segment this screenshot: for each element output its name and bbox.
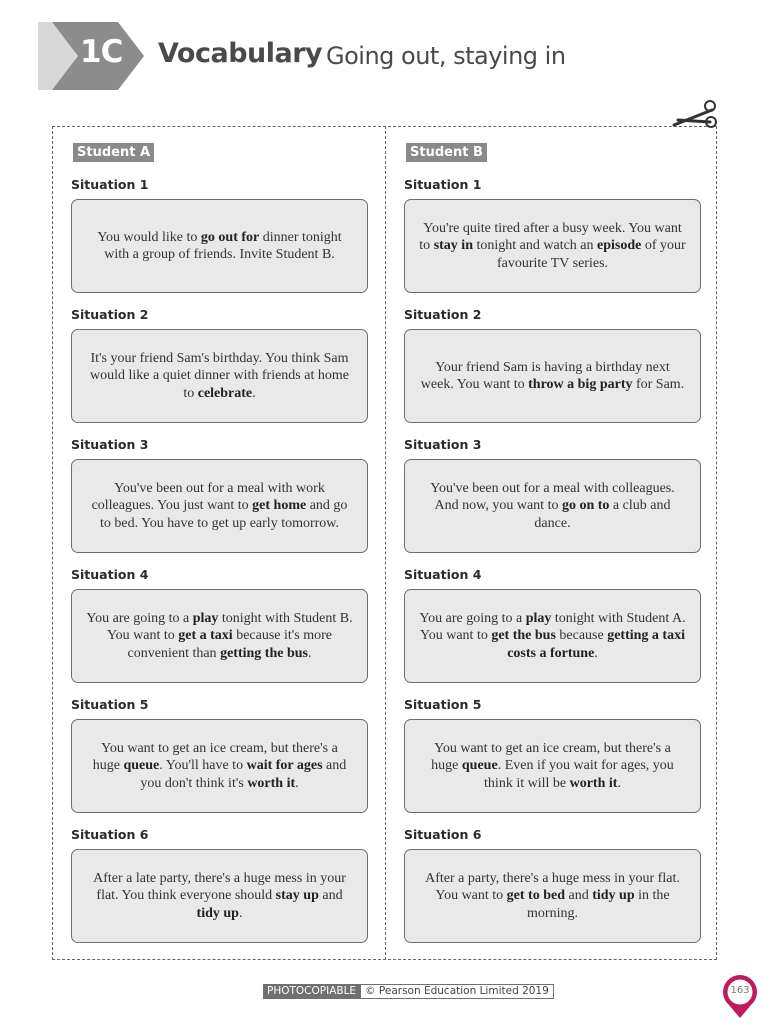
card-text xyxy=(419,610,686,662)
key-phrase: get to bed xyxy=(506,888,565,904)
student-a-label: Student A xyxy=(73,143,154,162)
key-phrase: get a taxi xyxy=(178,628,233,644)
card-text-run: dinner tonight with a group of friends. Invite Student B. xyxy=(104,229,342,262)
situation-card xyxy=(71,459,368,553)
key-phrase: go out for xyxy=(200,229,260,245)
card-text-run: You're quite tired after a busy week. You want to xyxy=(419,221,682,254)
card-text-run: in the morning. xyxy=(527,888,670,921)
card-text xyxy=(419,870,686,922)
unit-code: 1C xyxy=(80,34,123,70)
situation-card xyxy=(71,199,368,293)
situation-label: Situation 4 xyxy=(404,567,482,582)
card-text-run: Your friend Sam is having a birthday next week. You want to xyxy=(420,359,670,392)
card-text-run: tonight and watch an xyxy=(472,238,598,254)
card-text-run: for Sam. xyxy=(632,377,685,392)
card-text-run: You've been out for a meal with work colleagues. You just want to xyxy=(91,481,325,514)
key-phrase: play xyxy=(192,611,219,627)
card-text-run: and xyxy=(318,888,343,904)
situation-label: Situation 5 xyxy=(71,697,149,712)
card-text xyxy=(86,610,353,662)
card-text xyxy=(419,220,686,272)
card-text-run: and xyxy=(565,888,593,904)
card-text xyxy=(419,480,686,532)
card-text-run: . xyxy=(238,905,243,921)
situation-card xyxy=(71,849,368,943)
situation-card xyxy=(404,329,701,423)
page-number: 163 xyxy=(730,985,750,996)
situation-card xyxy=(71,329,368,423)
key-phrase: throw a big party xyxy=(528,377,633,392)
card-text xyxy=(419,740,686,792)
page-subtitle: Going out, staying in xyxy=(326,42,566,70)
card-text-run: tonight with Student B. You want to xyxy=(106,611,353,644)
key-phrase: tidy up xyxy=(196,905,239,921)
key-phrase: tidy up xyxy=(592,888,635,904)
card-text-run: You are going to a xyxy=(86,611,193,627)
map-pin-icon xyxy=(720,972,760,1020)
situation-card xyxy=(404,459,701,553)
situation-card xyxy=(404,199,701,293)
key-phrase: go on to xyxy=(561,498,610,514)
card-text xyxy=(86,480,353,532)
situation-card xyxy=(404,719,701,813)
key-phrase: wait for ages xyxy=(246,758,323,774)
key-phrase: stay up xyxy=(275,888,319,904)
card-text-run: and you don't think it's xyxy=(140,758,347,791)
situation-label: Situation 3 xyxy=(71,437,149,452)
student-b-label: Student B xyxy=(406,143,487,162)
card-text-run: You are going to a xyxy=(419,611,526,627)
key-phrase: queue xyxy=(461,758,498,774)
card-text xyxy=(86,740,353,792)
card-text xyxy=(86,350,353,402)
situation-label: Situation 4 xyxy=(71,567,149,582)
card-text xyxy=(419,359,686,394)
situation-label: Situation 1 xyxy=(71,177,149,192)
copyright-notice: © Pearson Education Limited 2019 xyxy=(360,984,554,999)
situation-label: Situation 2 xyxy=(71,307,149,322)
situation-card xyxy=(404,589,701,683)
card-text-run: . xyxy=(252,385,256,401)
key-phrase: stay in xyxy=(433,238,473,254)
card-text-run: After a late party, there's a huge mess in your flat. You think everyone should xyxy=(93,871,346,904)
card-text-run: After a party, there's a huge mess in your flat. You want to xyxy=(425,871,680,904)
key-phrase: queue xyxy=(123,758,160,774)
card-text xyxy=(86,870,353,922)
key-phrase: worth it xyxy=(247,775,296,791)
key-phrase: play xyxy=(525,611,552,627)
situation-label: Situation 6 xyxy=(404,827,482,842)
card-text-run: . xyxy=(594,645,598,661)
card-text-run: . xyxy=(295,775,299,791)
card-text-run: of your favourite TV series. xyxy=(496,238,686,271)
card-text-run: . You'll have to xyxy=(159,758,247,774)
situation-label: Situation 1 xyxy=(404,177,482,192)
scissors-icon xyxy=(670,98,720,130)
key-phrase: getting the bus xyxy=(220,645,308,661)
card-text-run: because xyxy=(555,628,608,644)
situation-card xyxy=(71,719,368,813)
card-text-run: tonight with Student A. You want to xyxy=(420,611,686,644)
photocopiable-badge: PHOTOCOPIABLE xyxy=(263,984,360,999)
key-phrase: celebrate xyxy=(197,385,253,401)
key-phrase: get the bus xyxy=(491,628,556,644)
page-title: Vocabulary xyxy=(158,38,323,69)
card-text-run: You would like to xyxy=(97,229,201,245)
card-text-run: You want to get an ice cream, but there's a huge xyxy=(92,741,338,774)
key-phrase: get home xyxy=(252,498,307,514)
card-text-run: . xyxy=(617,775,621,791)
situation-label: Situation 3 xyxy=(404,437,482,452)
key-phrase: worth it xyxy=(569,775,618,791)
card-text-run: . xyxy=(307,645,312,661)
footer xyxy=(263,984,554,999)
situation-label: Situation 2 xyxy=(404,307,482,322)
situation-label: Situation 5 xyxy=(404,697,482,712)
card-text-run: You want to get an ice cream, but there's a huge xyxy=(431,741,671,774)
key-phrase: getting a taxi costs a fortune xyxy=(507,628,685,661)
situation-card xyxy=(404,849,701,943)
situation-label: Situation 6 xyxy=(71,827,149,842)
card-text-run: and go to bed. You have to get up early tomorrow. xyxy=(100,498,348,531)
card-text-run: You've been out for a meal with colleagues. And now, you want to xyxy=(430,481,675,514)
card-text xyxy=(86,229,353,264)
key-phrase: episode xyxy=(597,238,642,254)
situation-card xyxy=(71,589,368,683)
card-text-run: because it's more convenient than xyxy=(127,628,333,661)
card-text-run: a club and dance. xyxy=(534,498,671,531)
card-text-run: . Even if you wait for ages, you think it will be xyxy=(484,758,674,791)
card-text-run: It's your friend Sam's birthday. You think Sam would like a quiet dinner with friends at home to xyxy=(90,351,349,401)
cut-divider xyxy=(385,126,386,960)
